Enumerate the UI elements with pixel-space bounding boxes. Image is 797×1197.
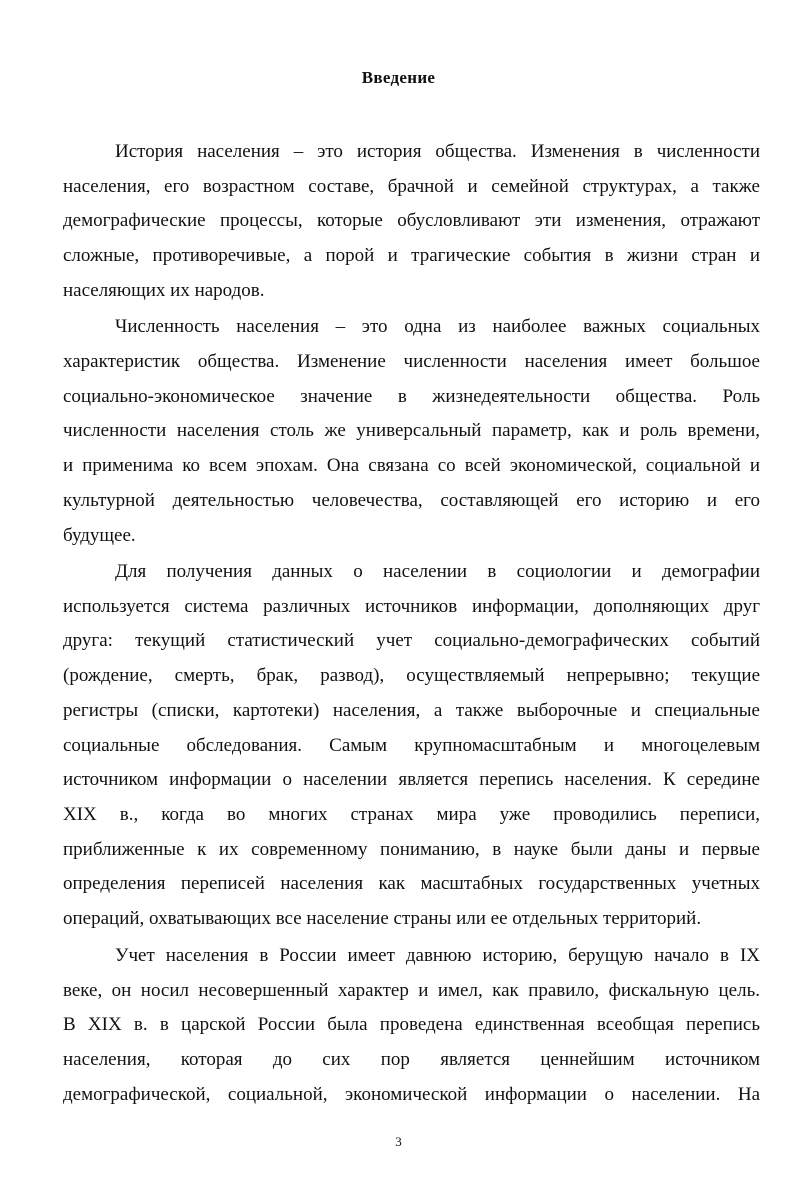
paragraph-3-line-10: определения переписей населения как масштабных государственных учетных (63, 873, 760, 894)
paragraph-1-line-3: демографические процессы, которые обусловливают эти изменения, отражают (63, 210, 760, 231)
paragraph-3-line-1: Для получения данных о населении в социологии и демографии (115, 561, 760, 582)
paragraph-3-line-4: (рождение, смерть, брак, развод), осуществляемый непрерывно; текущие (63, 665, 760, 686)
paragraph-3-line-9: приближенные к их современному пониманию, в науке были даны и первые (63, 839, 760, 860)
paragraph-4-line-4: населения, которая до сих пор является ценнейшим источником (63, 1049, 760, 1070)
paragraph-3-line-5: регистры (списки, картотеки) населения, а также выборочные и специальные (63, 700, 760, 721)
paragraph-2-line-7: будущее. (63, 525, 136, 546)
paragraph-1-line-4: сложные, противоречивые, а порой и трагические события в жизни стран и (63, 245, 760, 266)
paragraph-2-line-4: численности населения столь же универсальный параметр, как и роль времени, (63, 420, 760, 441)
paragraph-2-line-3: социально-экономическое значение в жизнедеятельности общества. Роль (63, 386, 760, 407)
paragraph-4-line-5: демографической, социальной, экономической информации о населении. На (63, 1084, 760, 1105)
page-number: 3 (395, 1134, 402, 1149)
paragraph-3-line-8: XIX в., когда во многих странах мира уже проводились переписи, (63, 804, 760, 825)
paragraph-1-line-1: История населения – это история общества. Изменения в численности (115, 141, 760, 162)
paragraph-3-line-7: источником информации о населении является перепись населения. К середине (63, 769, 760, 790)
paragraph-4-line-1: Учет населения в России имеет давнюю историю, берущую начало в IX (115, 945, 760, 966)
paragraph-3-line-6: социальные обследования. Самым крупномасштабным и многоцелевым (63, 735, 760, 756)
paragraph-2-line-6: культурной деятельностью человечества, составляющей его историю и его (63, 490, 760, 511)
paragraph-2-line-5: и применима ко всем эпохам. Она связана со всей экономической, социальной и (63, 455, 760, 476)
page-title: Введение (361, 68, 436, 87)
paragraph-2-line-1: Численность населения – это одна из наиболее важных социальных (115, 316, 760, 337)
paragraph-3-line-2: используется система различных источников информации, дополняющих друг (63, 596, 760, 617)
paragraph-2-line-2: характеристик общества. Изменение численности населения имеет большое (63, 351, 760, 372)
paragraph-1-line-2: населения, его возрастном составе, брачной и семейной структурах, а также (63, 176, 760, 197)
paragraph-3-line-3: друга: текущий статистический учет социально-демографических событий (63, 630, 760, 651)
paragraph-3-line-11: операций, охватывающих все население страны или ее отдельных территорий. (63, 908, 702, 929)
paragraph-4-line-3: В XIX в. в царской России была проведена единственная всеобщая перепись (63, 1014, 760, 1035)
paragraph-1-line-5: населяющих их народов. (63, 280, 265, 301)
paragraph-4-line-2: веке, он носил несовершенный характер и имел, как правило, фискальную цель. (63, 980, 760, 1001)
